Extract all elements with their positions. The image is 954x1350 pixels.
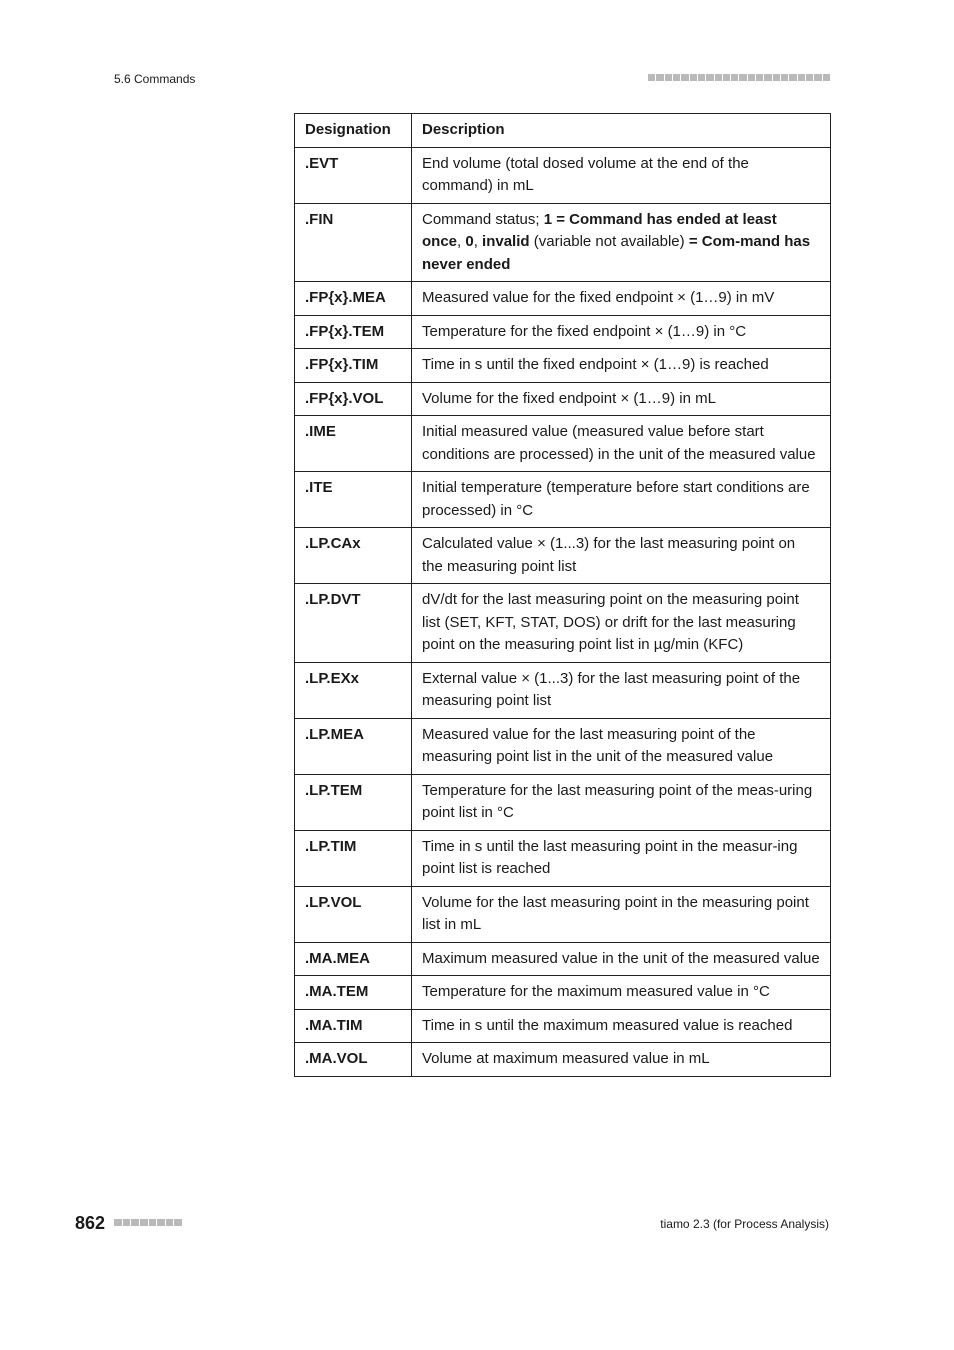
table-row	[295, 472, 831, 528]
designation-cell: .LP.MEA	[295, 718, 412, 774]
designation-cell: .MA.TIM	[295, 1009, 412, 1043]
description-text: ,	[457, 233, 466, 250]
description-cell: dV/dt for the last measuring point on the measuring point list (SET, KFT, STAT, DOS) or drift for the last measuring point on the measuring point list in µg/min (KFC)	[412, 584, 831, 663]
designation-cell: .IME	[295, 416, 412, 472]
designation-cell: .LP.TEM	[295, 774, 412, 830]
description-cell: Initial measured value (measured value before start conditions are processed) in the unit of the measured value	[412, 416, 831, 472]
description-cell: End volume (total dosed volume at the end of the command) in mL	[412, 147, 831, 203]
table-row	[295, 1043, 831, 1077]
column-header-description: Description	[412, 114, 831, 148]
description-cell: Calculated value × (1...3) for the last measuring point on the measuring point list	[412, 528, 831, 584]
description-cell	[412, 203, 831, 282]
designation-cell: .FIN	[295, 203, 412, 282]
table-row	[295, 830, 831, 886]
designation-cell: .MA.TEM	[295, 976, 412, 1010]
table-row	[295, 528, 831, 584]
variables-table	[294, 113, 831, 1077]
description-cell: Volume at maximum measured value in mL	[412, 1043, 831, 1077]
table-row	[295, 718, 831, 774]
designation-cell: .MA.MEA	[295, 942, 412, 976]
description-bold-text: invalid	[482, 233, 530, 250]
table-row	[295, 416, 831, 472]
designation-cell: .FP{x}.MEA	[295, 282, 412, 316]
table-row	[295, 976, 831, 1010]
description-cell: Time in s until the maximum measured value is reached	[412, 1009, 831, 1043]
designation-cell: .LP.EXx	[295, 662, 412, 718]
table-row	[295, 942, 831, 976]
description-cell: External value × (1...3) for the last measuring point of the measuring point list	[412, 662, 831, 718]
description-text: ,	[473, 233, 483, 250]
section-header: 5.6 Commands	[114, 72, 196, 86]
table-row	[295, 349, 831, 383]
column-header-designation: Designation	[295, 114, 412, 148]
designation-cell: .MA.VOL	[295, 1043, 412, 1077]
description-bold-text: = Com-mand has never ended	[422, 233, 811, 273]
table-row	[295, 886, 831, 942]
description-cell: Measured value for the fixed endpoint × (1…9) in mV	[412, 282, 831, 316]
header-dot-bar	[648, 74, 830, 82]
table-row	[295, 584, 831, 663]
description-cell: Volume for the fixed endpoint × (1…9) in mL	[412, 382, 831, 416]
designation-cell: .FP{x}.VOL	[295, 382, 412, 416]
designation-cell: .FP{x}.TIM	[295, 349, 412, 383]
designation-cell: .EVT	[295, 147, 412, 203]
table-row	[295, 662, 831, 718]
description-text: Command status;	[422, 210, 544, 228]
description-cell: Time in s until the last measuring point in the measur-ing point list is reached	[412, 830, 831, 886]
table-row	[295, 315, 831, 349]
table-row	[295, 1009, 831, 1043]
table-row	[295, 203, 831, 282]
footer-dot-bar	[114, 1219, 182, 1227]
description-cell: Maximum measured value in the unit of the measured value	[412, 942, 831, 976]
product-name: tiamo 2.3 (for Process Analysis)	[660, 1217, 829, 1231]
description-bold-text: 0	[465, 233, 474, 250]
description-cell: Measured value for the last measuring point of the measuring point list in the unit of the measured value	[412, 718, 831, 774]
page-number: 862	[75, 1213, 106, 1233]
table-header-row	[295, 114, 831, 148]
table-row	[295, 774, 831, 830]
description-cell: Temperature for the maximum measured value in °C	[412, 976, 831, 1010]
designation-cell: .LP.DVT	[295, 584, 412, 663]
description-cell: Time in s until the fixed endpoint × (1…9) is reached	[412, 349, 831, 383]
designation-cell: .FP{x}.TEM	[295, 315, 412, 349]
description-bold-text: 1 = Command has ended at least once	[422, 210, 777, 250]
description-cell: Temperature for the last measuring point of the meas-uring point list in °C	[412, 774, 831, 830]
table-row	[295, 282, 831, 316]
designation-cell: .LP.TIM	[295, 830, 412, 886]
description-text: (variable not available)	[529, 233, 689, 250]
designation-cell: .LP.VOL	[295, 886, 412, 942]
designation-cell: .ITE	[295, 472, 412, 528]
designation-cell: .LP.CAx	[295, 528, 412, 584]
description-cell: Temperature for the fixed endpoint × (1…9) in °C	[412, 315, 831, 349]
description-cell: Initial temperature (temperature before start conditions are processed) in °C	[412, 472, 831, 528]
table-row	[295, 382, 831, 416]
description-cell: Volume for the last measuring point in the measuring point list in mL	[412, 886, 831, 942]
table-row	[295, 147, 831, 203]
